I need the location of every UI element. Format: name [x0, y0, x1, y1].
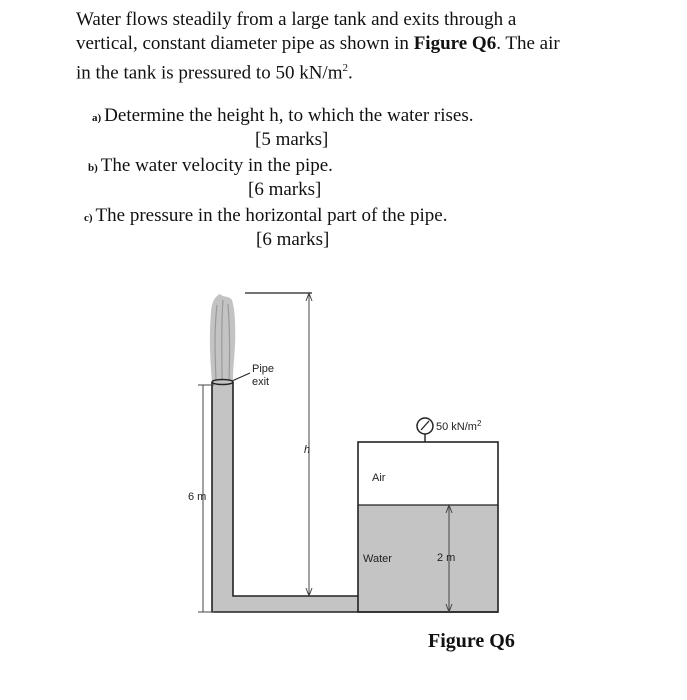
intro-line-1: Water flows steadily from a large tank and exits through a: [76, 9, 517, 30]
question-a-text: Determine the height h, to which the water rises.: [104, 105, 474, 126]
intro-line-3-end: .: [348, 62, 353, 84]
intro-superscript: 2: [342, 62, 348, 74]
water-label: Water: [363, 553, 392, 565]
intro-line-2-text: vertical, constant diameter pipe as shown in: [76, 33, 414, 54]
figure-caption: Figure Q6: [428, 630, 515, 652]
water-fill: [212, 382, 498, 612]
question-b-letter: b): [88, 162, 98, 174]
question-b-text: The water velocity in the pipe.: [100, 155, 333, 176]
question-c-text: The pressure in the horizontal part of the pipe.: [95, 205, 448, 226]
dim-6m-label: 6 m: [188, 491, 207, 503]
pipe-exit-label-1: Pipe: [252, 363, 275, 375]
intro-line-2-end: . The air: [496, 33, 560, 54]
question-b-marks: [6 marks]: [248, 179, 322, 200]
h-label: h: [304, 444, 311, 456]
gauge-label: 50 $kN/m^2$: [436, 418, 482, 433]
pipe-inner-wall: [233, 382, 358, 596]
air-label: Air: [372, 472, 386, 484]
question-c-letter: c): [84, 212, 93, 224]
question-a-marks: [5 marks]: [255, 129, 329, 150]
question-c-marks: [6 marks]: [256, 229, 330, 250]
question-a-letter: a): [92, 112, 102, 124]
pipe-exit-leader: [232, 373, 250, 381]
figure-reference: Figure Q6: [413, 33, 497, 54]
pipe-exit-label-2: exit: [252, 376, 270, 388]
intro-line-3-text: in the tank is pressured to 50 kN/m: [76, 62, 343, 84]
dim-2m-label: 2 m: [437, 552, 456, 564]
